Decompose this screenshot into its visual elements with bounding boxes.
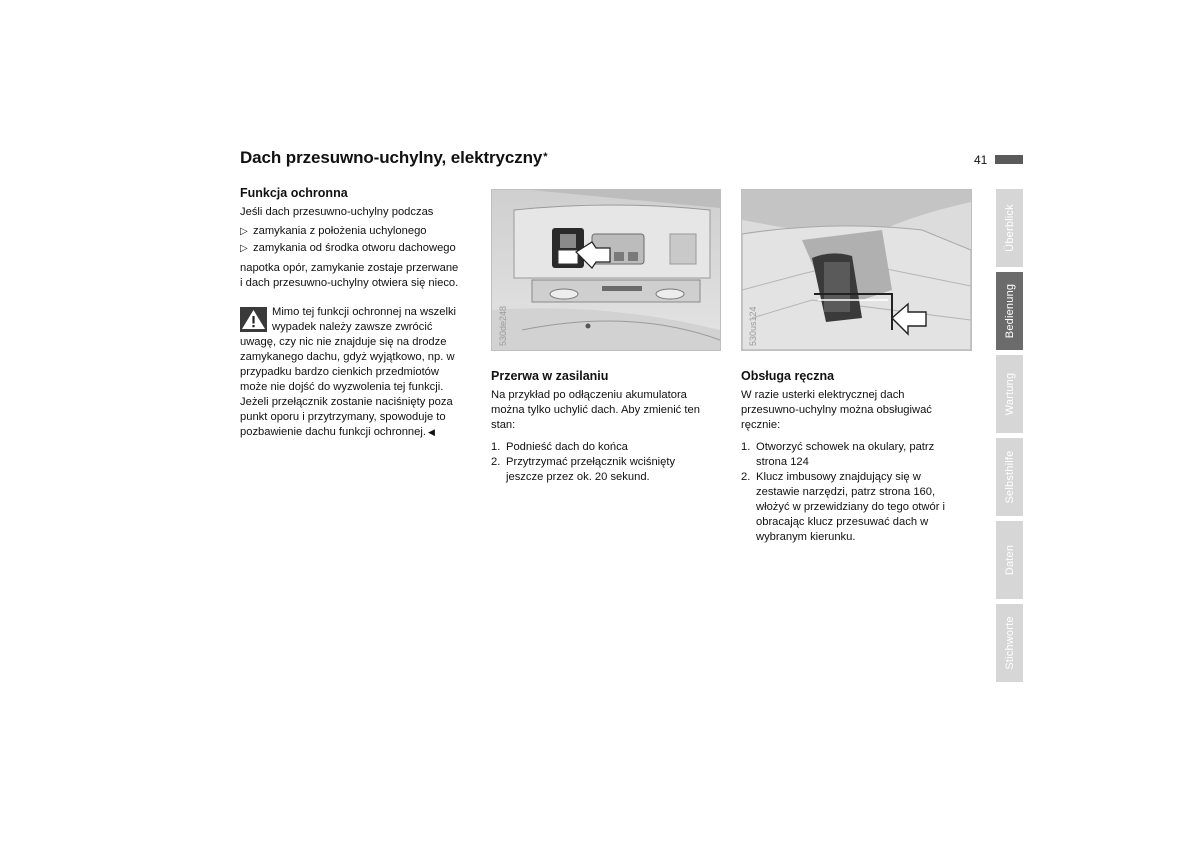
tab-label: Wartung: [1003, 372, 1016, 416]
photo-code: 530de248: [498, 305, 508, 346]
step-number: 1.: [741, 441, 751, 453]
warning-line: może nie dojść do wyzwolenia tej funkcji.: [240, 381, 444, 393]
step-line: Przytrzymać przełącznik wciśnięty: [506, 456, 676, 468]
warning-line: wypadek należy zawsze zwrócić: [272, 321, 433, 333]
step-text: [756, 470, 945, 545]
warning-line-last: [240, 425, 480, 440]
section-heading-power: Przerwa w zasilaniu: [491, 369, 609, 383]
warning-line: Jeżeli przełącznik zostanie naciśnięty poza: [240, 396, 453, 408]
list-item: [240, 224, 480, 239]
bullet-text: zamykania od środka otworu dachowego: [253, 242, 456, 254]
tab-stichworte[interactable]: [996, 604, 1023, 682]
list-item: [741, 440, 973, 470]
after-text-line: napotka opór, zamykanie zostaje przerwane: [240, 262, 459, 274]
tab-uberblick[interactable]: [996, 189, 1023, 267]
step-line: strona 124: [756, 456, 809, 468]
tab-bedienung[interactable]: [996, 272, 1023, 350]
steps-list: [741, 440, 973, 545]
tab-label: Stichworte: [1003, 616, 1016, 670]
tab-label: Daten: [1003, 544, 1016, 576]
page-number-bar: [995, 155, 1023, 164]
tab-label: Überblick: [1003, 204, 1016, 252]
step-line: włożyć w przewidziany do tego otwór i: [756, 501, 946, 513]
warning-block: [240, 305, 480, 440]
step-text: [756, 440, 934, 470]
step-number: 1.: [491, 441, 501, 453]
tab-label: Bedienung: [1003, 283, 1016, 339]
photo-roof-switch: [491, 189, 721, 351]
warning-line: uwagę, czy nic nie znajduje się na drodze: [240, 336, 447, 348]
warning-line: zamykanego dachu, gdyż wyjątkowo, np. w: [240, 351, 455, 363]
roof-switch-illustration: [492, 190, 720, 350]
section-heading-protection: Funkcja ochronna: [240, 186, 348, 200]
steps-list: [491, 440, 721, 485]
warning-line: przypadku bardzo cienkich przedmiotów: [240, 366, 439, 378]
step-line: obracając klucz przesuwać dach w: [756, 516, 929, 528]
option-star: *: [543, 151, 548, 163]
column-power-interruption: [491, 369, 721, 485]
step-text: [506, 440, 628, 455]
column-manual-operation: [741, 369, 973, 545]
tab-label: Selbsthilfe: [1003, 450, 1016, 504]
triangle-right-icon: ▷: [240, 226, 248, 237]
step-line: jeszcze przez ok. 20 sekund.: [506, 471, 650, 483]
tab-selbsthilfe[interactable]: [996, 438, 1023, 516]
step-line: Klucz imbusowy znajdujący się w: [756, 471, 921, 483]
body-line: W razie usterki elektrycznej dach: [741, 389, 905, 401]
manual-operation-illustration: [742, 190, 971, 350]
step-number: 2.: [491, 456, 501, 468]
body-line: stan:: [491, 419, 516, 431]
step-number: 2.: [741, 471, 751, 483]
photo-manual-operation: [741, 189, 972, 351]
list-item: [741, 470, 973, 545]
page-title: [240, 148, 547, 168]
step-line: zestawie narzędzi, patrz strona 160,: [756, 486, 936, 498]
column-protection: [240, 186, 480, 440]
page-title-text: Dach przesuwno-uchylny, elektryczny: [240, 148, 543, 167]
body-line: przesuwno-uchylny można obsługiwać: [741, 404, 932, 416]
warning-line-text: pozbawienie dachu funkcji ochronnej.: [240, 426, 426, 438]
bullet-text: zamykania z położenia uchylonego: [253, 225, 427, 237]
photo-code: 530us124: [748, 306, 758, 346]
body-line: Na przykład po odłączeniu akumulatora: [491, 389, 687, 401]
warning-triangle-icon: [240, 307, 267, 332]
tab-wartung[interactable]: [996, 355, 1023, 433]
list-item: [240, 241, 480, 256]
page-number: 41: [974, 153, 988, 167]
warning-line: punkt oporu i przytrzymany, spowoduje to: [240, 411, 446, 423]
step-line: wybranym kierunku.: [756, 531, 856, 543]
body-line: można tylko uchylić dach. Aby zmienić ten: [491, 404, 700, 416]
step-text: [506, 455, 675, 485]
step-line: Podnieść dach do końca: [506, 441, 628, 453]
after-text-line: i dach przesuwno-uchylny otwiera się nieco.: [240, 277, 459, 289]
warning-line: Mimo tej funkcji ochronnej na wszelki: [272, 306, 457, 318]
section-heading-manual: Obsługa ręczna: [741, 369, 835, 383]
body-line: ręcznie:: [741, 419, 781, 431]
list-item: [491, 440, 721, 455]
list-item: [491, 455, 721, 485]
step-line: Otworzyć schowek na okulary, patrz: [756, 441, 935, 453]
end-of-section-icon: ◀: [427, 427, 435, 437]
triangle-right-icon: ▷: [240, 243, 248, 254]
intro-text: Jeśli dach przesuwno-uchylny podczas: [240, 206, 434, 218]
tab-daten[interactable]: [996, 521, 1023, 599]
